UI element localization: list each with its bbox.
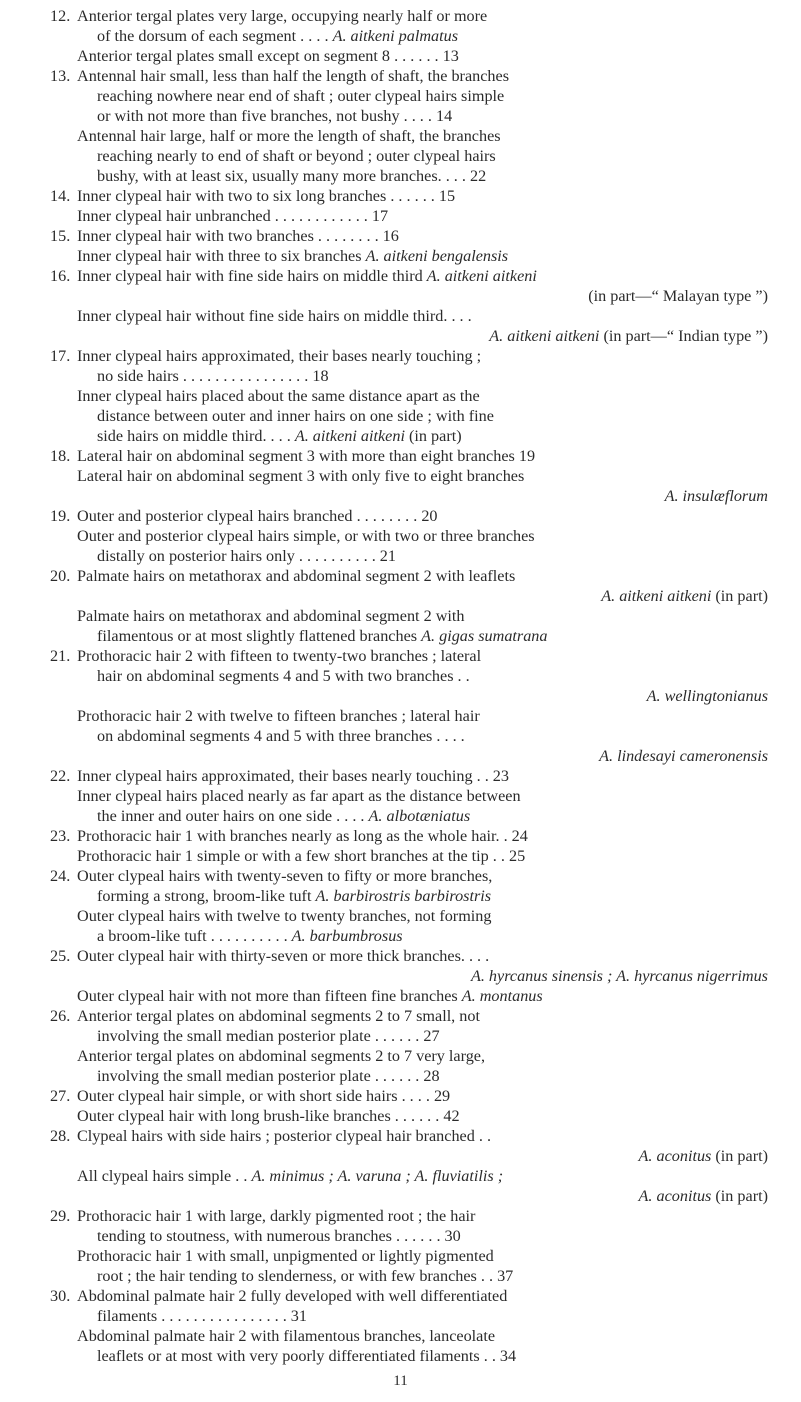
species-name: A. albotæniatus: [368, 807, 471, 825]
key-text: [97, 546, 396, 566]
key-text: [77, 46, 459, 66]
species-name: A. barbirostris barbirostris: [315, 887, 492, 905]
species-name: A. insulæflorum: [664, 487, 768, 505]
key-line: [0, 326, 801, 346]
key-line: [0, 246, 801, 266]
key-text: [97, 366, 329, 386]
couplet-number: 27.: [50, 1087, 71, 1105]
key-text: [77, 1106, 460, 1126]
key-text-plain: Clypeal hairs with side hairs ; posterior clypeal hair branched . .: [77, 1127, 492, 1145]
key-text: [77, 386, 480, 406]
key-text-plain: Abdominal palmate hair 2 fully developed with well differentiated: [77, 1287, 508, 1305]
key-text-plain: root ; the hair tending to slenderness, or with few branches . . 37: [97, 1267, 514, 1285]
key-text-plain: a broom-like tuft . . . . . . . . . .: [97, 927, 292, 945]
key-text: [97, 806, 470, 826]
key-text: [665, 486, 768, 506]
key-text-plain: Outer and posterior clypeal hairs branched . . . . . . . . 20: [77, 507, 438, 525]
key-text: [77, 786, 521, 806]
key-text-plain: reaching nowhere near end of shaft ; outer clypeal hairs simple: [97, 87, 505, 105]
key-line: [0, 46, 801, 66]
key-text: [97, 1226, 461, 1246]
key-line: [0, 1046, 801, 1066]
key-text-suffix: (in part): [711, 1147, 768, 1165]
couplet-number: 14.: [50, 187, 71, 205]
key-line: [0, 926, 801, 946]
key-text-plain: involving the small median posterior plate . . . . . . 28: [97, 1067, 440, 1085]
key-line: [0, 386, 801, 406]
key-line: [0, 126, 801, 146]
couplet-number: 24.: [50, 867, 71, 885]
key-text-plain: Prothoracic hair 2 with twelve to fifteen branches ; lateral hair: [77, 707, 480, 725]
key-text-plain: Outer clypeal hair with thirty-seven or more thick branches. . . .: [77, 947, 490, 965]
key-text-plain: Lateral hair on abdominal segment 3 with only five to eight branches: [77, 467, 525, 485]
key-text: [77, 766, 509, 786]
key-line: [0, 566, 801, 586]
key-line: [0, 146, 801, 166]
key-text: [77, 346, 481, 366]
key-text-plain: Outer and posterior clypeal hairs simple, or with two or three branches: [77, 527, 535, 545]
key-text: [471, 966, 768, 986]
key-line: [0, 1246, 801, 1266]
key-text-plain: distally on posterior hairs only . . . . . . . . . . 21: [97, 547, 396, 565]
key-text: [77, 566, 515, 586]
key-text: [97, 1266, 513, 1286]
key-text-plain: distance between outer and inner hairs on one side ; with fine: [97, 407, 494, 425]
key-text-plain: Inner clypeal hair with two branches . . . . . . . . 16: [77, 227, 399, 245]
key-text-plain: Palmate hairs on metathorax and abdominal segment 2 with leaflets: [77, 567, 516, 585]
key-text-plain: involving the small median posterior plate . . . . . . 27: [97, 1027, 440, 1045]
key-text: [97, 166, 486, 186]
species-name: A. aitkeni palmatus: [332, 27, 458, 45]
couplet-number: 18.: [50, 447, 71, 465]
key-text: [77, 1206, 475, 1226]
key-text-suffix: (in part): [404, 427, 462, 445]
species-name: A. aconitus: [638, 1147, 712, 1165]
key-text: [77, 1126, 491, 1146]
key-line: [0, 206, 801, 226]
key-line: [0, 266, 801, 286]
key-text: [647, 686, 768, 706]
key-text-plain: Inner clypeal hair with two to six long branches . . . . . . 15: [77, 187, 456, 205]
key-text-plain: Lateral hair on abdominal segment 3 with more than eight branches 19: [77, 447, 536, 465]
key-text: [77, 706, 480, 726]
key-line: [0, 1326, 801, 1346]
couplet-number: 17.: [50, 347, 71, 365]
couplet-number: 25.: [50, 947, 71, 965]
key-text: [601, 586, 768, 606]
key-text: [97, 106, 452, 126]
key-line: [0, 1306, 801, 1326]
key-text-plain: Outer clypeal hairs with twenty-seven to fifty or more branches,: [77, 867, 493, 885]
key-line: [0, 866, 801, 886]
key-text: [489, 326, 768, 346]
key-text-plain: Palmate hairs on metathorax and abdominal segment 2 with: [77, 607, 465, 625]
key-line: [0, 786, 801, 806]
key-line: [0, 1066, 801, 1086]
key-line: [0, 406, 801, 426]
key-text-plain: reaching nearly to end of shaft or beyond ; outer clypeal hairs: [97, 147, 496, 165]
key-line: [0, 466, 801, 486]
key-line: [0, 86, 801, 106]
key-text: [97, 666, 470, 686]
couplet-number: 20.: [50, 567, 71, 585]
key-text-plain: Inner clypeal hair unbranched . . . . . . . . . . . . 17: [77, 207, 389, 225]
key-line: [0, 606, 801, 626]
key-text-plain: leaflets or at most with very poorly differentiated filaments . . 34: [97, 1347, 517, 1365]
key-line: [0, 746, 801, 766]
key-line: [0, 1346, 801, 1366]
key-text: [77, 866, 492, 886]
species-name: A. montanus: [461, 987, 543, 1005]
key-line: [0, 226, 801, 246]
key-line: [0, 66, 801, 86]
couplet-number: 26.: [50, 1007, 71, 1025]
key-text: [97, 146, 496, 166]
key-text-plain: Anterior tergal plates on abdominal segments 2 to 7 very large,: [77, 1047, 486, 1065]
species-name: A. aitkeni aitkeni: [601, 587, 712, 605]
key-text: [97, 1306, 307, 1326]
key-line: [0, 106, 801, 126]
key-text-plain: All clypeal hairs simple . .: [77, 1167, 252, 1185]
key-line: [0, 686, 801, 706]
key-line: [0, 1106, 801, 1126]
key-text-plain: Antennal hair large, half or more the length of shaft, the branches: [77, 127, 501, 145]
species-name: A. gigas sumatrana: [421, 627, 548, 645]
key-line: [0, 1126, 801, 1146]
key-line: [0, 626, 801, 646]
key-line: [0, 1226, 801, 1246]
key-text-plain: the inner and outer hairs on one side . . . .: [97, 807, 369, 825]
key-line: [0, 766, 801, 786]
key-text: [639, 1146, 768, 1166]
key-text: [97, 1066, 440, 1086]
key-text: [97, 426, 462, 446]
key-text-plain: Inner clypeal hairs approximated, their bases nearly touching . . 23: [77, 767, 509, 785]
species-name: A. aitkeni bengalensis: [365, 247, 509, 265]
key-line: [0, 1266, 801, 1286]
key-line: [0, 446, 801, 466]
key-text: [77, 986, 543, 1006]
key-line: [0, 646, 801, 666]
key-text: [77, 1246, 494, 1266]
key-line: [0, 346, 801, 366]
species-name: A. hyrcanus sinensis ; A. hyrcanus nigerrimus: [470, 967, 768, 985]
key-text: [77, 1286, 507, 1306]
key-line: [0, 1166, 801, 1186]
key-line: [0, 826, 801, 846]
key-text: [77, 1166, 503, 1186]
key-text-plain: or with not more than five branches, not bushy . . . . 14: [97, 107, 453, 125]
key-line: [0, 886, 801, 906]
key-text: [77, 1086, 450, 1106]
key-line: [0, 1006, 801, 1026]
couplet-number: 16.: [50, 267, 71, 285]
species-name: A. lindesayi cameronensis: [599, 747, 768, 765]
key-text-plain: Prothoracic hair 2 with fifteen to twenty-two branches ; lateral: [77, 647, 482, 665]
key-text-plain: bushy, with at least six, usually many more branches. . . . 22: [97, 167, 487, 185]
couplet-number: 13.: [50, 67, 71, 85]
key-text-plain: Inner clypeal hair with fine side hairs on middle third: [77, 267, 427, 285]
key-line: [0, 946, 801, 966]
key-text-plain: Outer clypeal hairs with twelve to twenty branches, not forming: [77, 907, 492, 925]
couplet-number: 23.: [50, 827, 71, 845]
key-text-plain: Prothoracic hair 1 simple or with a few short branches at the tip . . 25: [77, 847, 526, 865]
key-text: [77, 1046, 485, 1066]
key-line: [0, 486, 801, 506]
key-text: [97, 406, 494, 426]
key-text: [77, 946, 489, 966]
key-text-plain: on abdominal segments 4 and 5 with three branches . . . .: [97, 727, 465, 745]
key-text: [599, 746, 768, 766]
key-line: [0, 1026, 801, 1046]
key-text-plain: filamentous or at most slightly flattened branches: [97, 627, 422, 645]
key-text-suffix: (in part): [711, 1187, 768, 1205]
key-text: [77, 186, 455, 206]
key-text: [97, 86, 504, 106]
key-text-suffix: (in part): [711, 587, 768, 605]
key-text: [77, 66, 509, 86]
key-line: [0, 906, 801, 926]
key-line: [0, 806, 801, 826]
key-text: [77, 526, 535, 546]
couplet-number: 22.: [50, 767, 71, 785]
key-line: [0, 706, 801, 726]
key-text: [77, 606, 465, 626]
couplet-number: 19.: [50, 507, 71, 525]
key-line: [0, 426, 801, 446]
key-text: [77, 306, 472, 326]
couplet-number: 21.: [50, 647, 71, 665]
key-text-plain: (in part—“ Malayan type ”): [588, 287, 768, 305]
key-line: [0, 1146, 801, 1166]
species-name: A. minimus ; A. varuna ; A. fluviatilis ;: [251, 1167, 504, 1185]
species-name: A. barbumbrosus: [291, 927, 403, 945]
couplet-number: 12.: [50, 7, 71, 25]
key-text-plain: Prothoracic hair 1 with branches nearly as long as the whole hair. . 24: [77, 827, 528, 845]
key-line: [0, 1086, 801, 1106]
key-line: [0, 846, 801, 866]
key-text-plain: Inner clypeal hair with three to six branches: [77, 247, 366, 265]
species-name: A. aitkeni aitkeni: [489, 327, 600, 345]
key-text: [77, 206, 388, 226]
key-text: [77, 646, 481, 666]
key-text-plain: of the dorsum of each segment . . . .: [97, 27, 333, 45]
key-text: [77, 1006, 480, 1026]
key-line: [0, 526, 801, 546]
key-text-plain: hair on abdominal segments 4 and 5 with two branches . .: [97, 667, 470, 685]
key-text-plain: Inner clypeal hairs approximated, their bases nearly touching ;: [77, 347, 482, 365]
key-line: [0, 546, 801, 566]
key-text-plain: side hairs on middle third. . . .: [97, 427, 295, 445]
key-text-plain: Outer clypeal hair with not more than fifteen fine branches: [77, 987, 462, 1005]
key-text-suffix: (in part—“ Indian type ”): [599, 327, 768, 345]
key-text: [77, 466, 524, 486]
key-text: [639, 1186, 768, 1206]
key-text: [588, 286, 768, 306]
key-text: [77, 846, 525, 866]
key-text-plain: forming a strong, broom-like tuft: [97, 887, 316, 905]
key-line: [0, 166, 801, 186]
couplet-number: 28.: [50, 1127, 71, 1145]
key-text: [77, 1326, 495, 1346]
species-name: A. wellingtonianus: [646, 687, 768, 705]
species-name: A. aitkeni aitkeni: [426, 267, 537, 285]
page-number: 11: [393, 1373, 408, 1389]
key-text: [77, 226, 399, 246]
key-line: [0, 586, 801, 606]
key-line: [0, 306, 801, 326]
key-text-plain: no side hairs . . . . . . . . . . . . . . . . 18: [97, 367, 329, 385]
key-text: [97, 626, 548, 646]
key-line: [0, 986, 801, 1006]
key-text: [97, 926, 403, 946]
couplet-number: 30.: [50, 1287, 71, 1305]
key-line: [0, 1186, 801, 1206]
key-text-plain: Anterior tergal plates on abdominal segments 2 to 7 small, not: [77, 1007, 480, 1025]
key-line: [0, 726, 801, 746]
key-text-plain: Abdominal palmate hair 2 with filamentous branches, lanceolate: [77, 1327, 496, 1345]
key-text: [77, 6, 487, 26]
key-text-plain: Outer clypeal hair simple, or with short side hairs . . . . 29: [77, 1087, 451, 1105]
key-text-plain: Outer clypeal hair with long brush-like branches . . . . . . 42: [77, 1107, 460, 1125]
key-text-plain: Inner clypeal hair without fine side hairs on middle third. . . .: [77, 307, 472, 325]
key-line: [0, 366, 801, 386]
key-line: [0, 666, 801, 686]
key-text-plain: Inner clypeal hairs placed nearly as far apart as the distance between: [77, 787, 521, 805]
key-text: [77, 506, 438, 526]
key-line: [0, 26, 801, 46]
key-text: [97, 1346, 516, 1366]
key-text-plain: Prothoracic hair 1 with small, unpigmented or lightly pigmented: [77, 1247, 494, 1265]
species-name: A. aitkeni aitkeni: [294, 427, 405, 445]
key-text: [97, 26, 458, 46]
key-text-plain: Anterior tergal plates very large, occupying nearly half or more: [77, 7, 488, 25]
key-line: [0, 1286, 801, 1306]
key-text-plain: Antennal hair small, less than half the length of shaft, the branches: [77, 67, 509, 85]
couplet-number: 15.: [50, 227, 71, 245]
key-text-plain: Prothoracic hair 1 with large, darkly pigmented root ; the hair: [77, 1207, 476, 1225]
key-line: [0, 966, 801, 986]
key-text: [97, 1026, 440, 1046]
key-text-plain: filaments . . . . . . . . . . . . . . . . 31: [97, 1307, 307, 1325]
key-text-plain: tending to stoutness, with numerous branches . . . . . . 30: [97, 1227, 461, 1245]
key-line: [0, 6, 801, 26]
key-text: [77, 446, 535, 466]
key-line: [0, 1206, 801, 1226]
species-name: A. aconitus: [638, 1187, 712, 1205]
key-text: [77, 246, 508, 266]
key-line: [0, 506, 801, 526]
key-line: [0, 286, 801, 306]
key-text: [77, 126, 501, 146]
key-text: [97, 726, 465, 746]
key-text-plain: Inner clypeal hairs placed about the same distance apart as the: [77, 387, 480, 405]
key-text: [77, 266, 537, 286]
key-text: [77, 826, 528, 846]
couplet-number: 29.: [50, 1207, 71, 1225]
key-text: [77, 906, 491, 926]
key-line: [0, 186, 801, 206]
key-text: [97, 886, 491, 906]
key-text-plain: Anterior tergal plates small except on segment 8 . . . . . . 13: [77, 47, 459, 65]
